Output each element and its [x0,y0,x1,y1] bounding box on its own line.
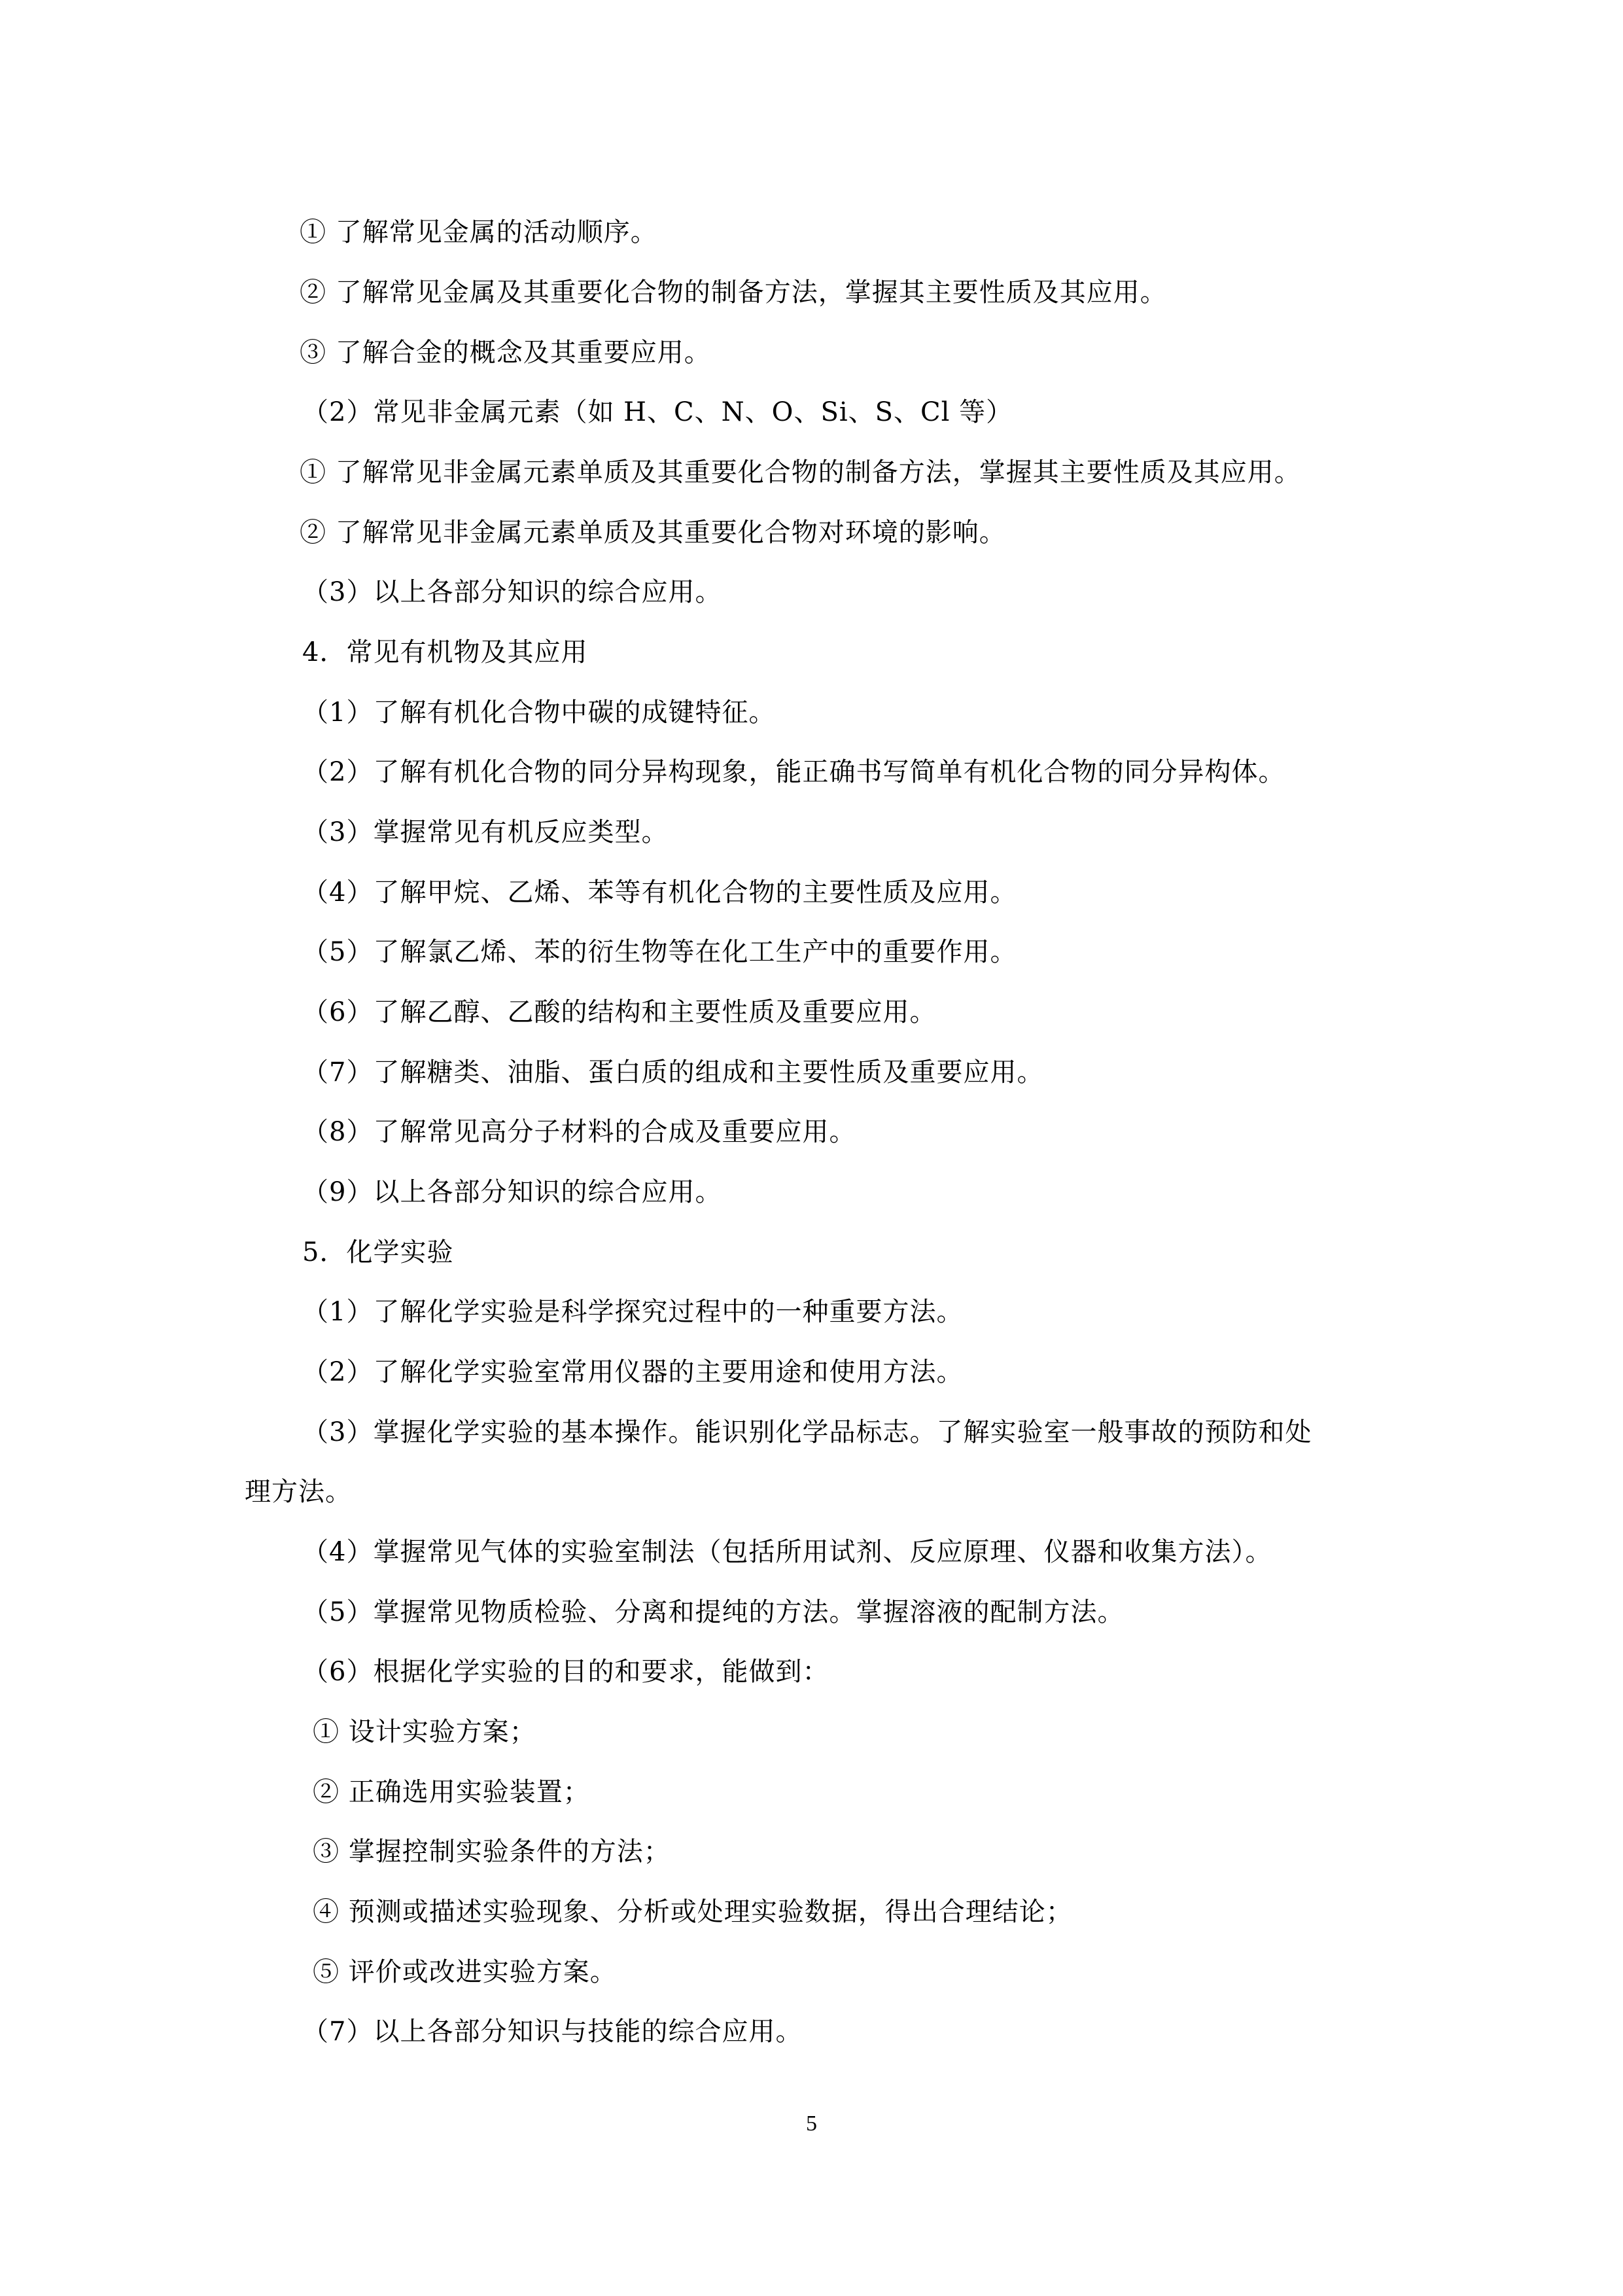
text-line: ③ 了解合金的概念及其重要应用。 [300,338,711,368]
text-line: （5）掌握常见物质检验、分离和提纯的方法。掌握溶液的配制方法。 [302,1597,1125,1627]
text-line: ⑤ 评价或改进实验方案。 [313,1957,617,1987]
text-line: （3）掌握常见有机反应类型。 [302,817,669,847]
text-line: （7）了解糖类、油脂、蛋白质的组成和主要性质及重要应用。 [302,1057,1044,1087]
text-line: （9）以上各部分知识的综合应用。 [302,1177,722,1207]
text-line: ② 正确选用实验装置； [313,1777,590,1807]
text-line: （6）根据化学实验的目的和要求，能做到： [302,1657,829,1687]
text-line: （5）了解氯乙烯、苯的衍生物等在化工生产中的重要作用。 [302,937,1017,967]
text-line: （8）了解常见高分子材料的合成及重要应用。 [302,1117,856,1147]
text-line: （6）了解乙醇、乙酸的结构和主要性质及重要应用。 [302,997,937,1027]
text-line: （4）掌握常见气体的实验室制法（包括所用试剂、反应原理、仪器和收集方法）。 [302,1537,1272,1567]
text-line: ① 了解常见金属的活动顺序。 [300,217,657,247]
text-line: ④ 预测或描述实验现象、分析或处理实验数据，得出合理结论； [313,1897,1073,1927]
text-line: （7）以上各部分知识与技能的综合应用。 [302,2017,803,2047]
text-line: （2）了解有机化合物的同分异构现象，能正确书写简单有机化合物的同分异构体。 [302,757,1285,787]
text-line: （4）了解甲烷、乙烯、苯等有机化合物的主要性质及应用。 [302,877,1017,908]
text-line: ① 设计实验方案； [313,1717,536,1747]
section-heading: 5．化学实验 [302,1237,454,1267]
text-line: （1）了解化学实验是科学探究过程中的一种重要方法。 [302,1297,964,1327]
text-line: （2）常见非金属元素（如 H、C、N、O、Si、S、Cl 等） [302,397,1013,427]
text-line: （3）以上各部分知识的综合应用。 [302,577,722,607]
page-number: 5 [806,2111,817,2136]
text-line: ② 了解常见非金属元素单质及其重要化合物对环境的影响。 [300,518,1006,548]
text-line: ③ 掌握控制实验条件的方法； [313,1837,671,1867]
text-line: ② 了解常见金属及其重要化合物的制备方法，掌握其主要性质及其应用。 [300,277,1167,308]
text-line-continuation: 理方法。 [245,1477,352,1507]
text-line: （2）了解化学实验室常用仪器的主要用途和使用方法。 [302,1357,964,1387]
section-heading: 4．常见有机物及其应用 [302,637,588,667]
text-line: ① 了解常见非金属元素单质及其重要化合物的制备方法，掌握其主要性质及其应用。 [300,457,1301,487]
text-line: （1）了解有机化合物中碳的成键特征。 [302,698,776,728]
text-line: （3）掌握化学实验的基本操作。能识别化学品标志。了解实验室一般事故的预防和处 [302,1417,1312,1447]
